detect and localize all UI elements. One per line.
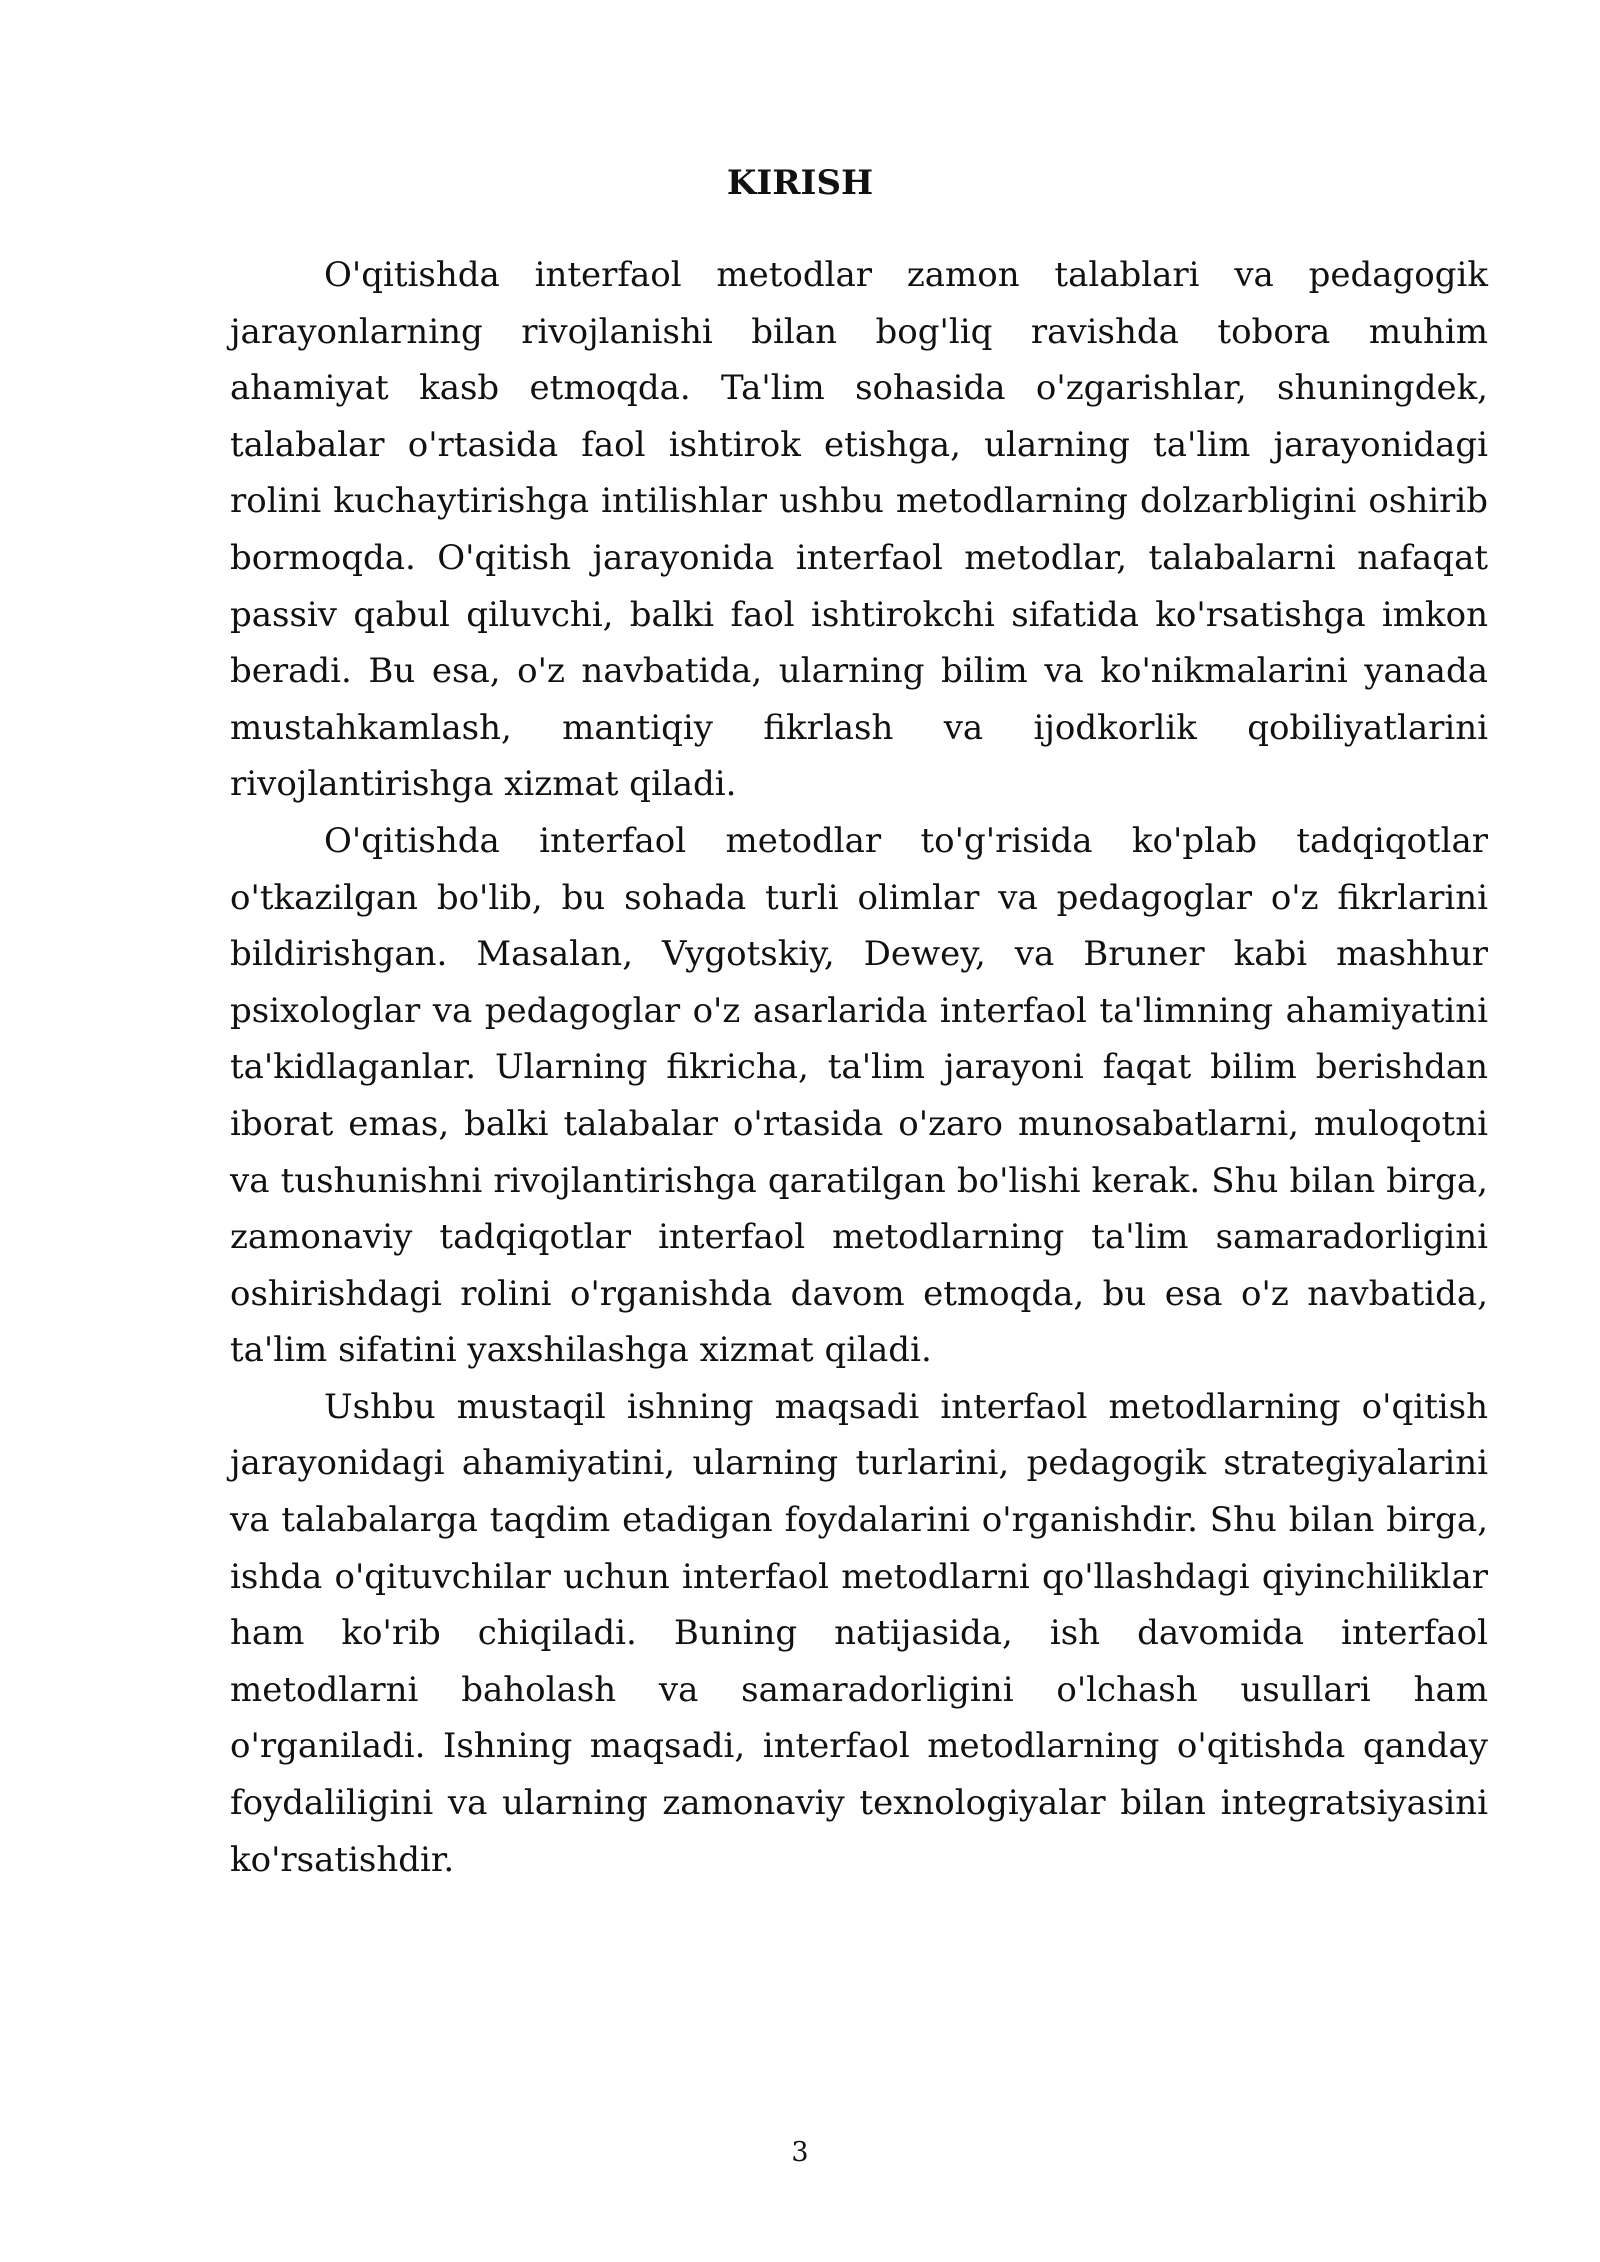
paragraph-2: O'qitishda interfaol metodlar to'g'risida ko'plab tadqiqotlar o'tkazilgan bo'lib, bu sohada turli olimlar va pedagoglar o'z fikrlarini bildirishgan. Masalan, Vygotskiy, Dewey, va Bruner kabi mashhur psixologlar va pedagoglar o'z asarlarida interfaol ta'limning ahamiyatini ta'kidlaganlar. Ularning fikricha, ta'lim jarayoni faqat bilim berishdan iborat emas, balki talabalar o'rtasida o'zaro munosabatlarni, muloqotni va tushunishni rivojlantirishga qaratilgan bo'lishi kerak. Shu bilan birga, zamonaviy tadqiqotlar interfaol metodlarning ta'lim samaradorligini oshirishdagi rolini o'rganishda davom etmoqda, bu esa o'z navbatida, ta'lim sifatini yaxshilashga xizmat qiladi. [230, 820, 1488, 1371]
body-text [230, 247, 1488, 1888]
paragraph-1: O'qitishda interfaol metodlar zamon talablari va pedagogik jarayonlarning rivojlanishi bilan bog'liq ravishda tobora muhim ahamiyat kasb etmoqda. Ta'lim sohasida o'zgarishlar, shuningdek, talabalar o'rtasida faol ishtirok etishga, ularning ta'lim jarayonidagi rolini kuchaytirishga intilishlar ushbu metodlarning dolzarbligini oshirib bormoqda. O'qitish jarayonida interfaol metodlar, talabalarni nafaqat passiv qabul qiluvchi, balki faol ishtirokchi sifatida ko'rsatishga imkon beradi. Bu esa, o'z navbatida, ularning bilim va ko'nikmalarini yanada mustahkamlash, mantiqiy fikrlash va ijodkorlik qobiliyatlarini rivojlantirishga xizmat qiladi. [230, 255, 1488, 805]
page-title: KIRISH [726, 163, 874, 203]
page-number: 3 [791, 2137, 809, 2168]
paragraph-3: Ushbu mustaqil ishning maqsadi interfaol metodlarning o'qitish jarayonidagi ahamiyatini, ularning turlarini, pedagogik strategiyalarini va talabalarga taqdim etadigan foydalarini o'rganishdir. Shu bilan birga, ishda o'qituvchilar uchun interfaol metodlarni qo'llashdagi qiyinchiliklar ham ko'rib chiqiladi. Buning natijasida, ish davomida interfaol metodlarni baholash va samaradorligini o'lchash usullari ham o'rganiladi. Ishning maqsadi, interfaol metodlarning o'qitishda qanday foydaliligini va ularning zamonaviy texnologiyalar bilan integratsiyasini ko'rsatishdir. [230, 1386, 1488, 1880]
